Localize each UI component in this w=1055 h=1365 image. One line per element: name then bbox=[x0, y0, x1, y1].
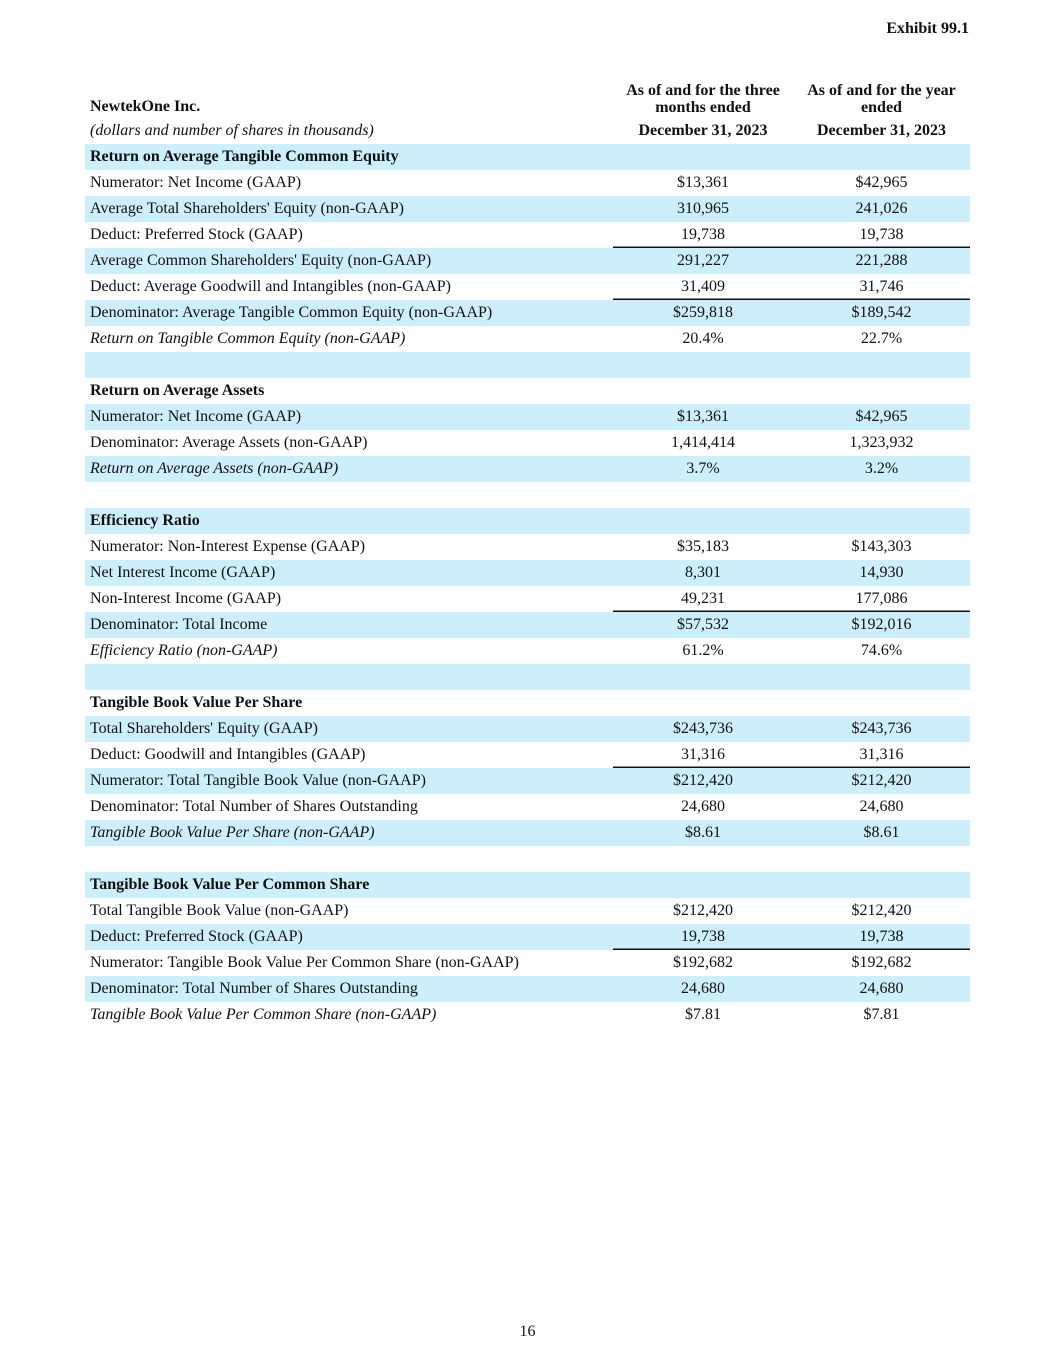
row-label: Numerator: Net Income (GAAP) bbox=[85, 404, 613, 430]
table-header-row bbox=[85, 78, 970, 118]
row-value-three-months: 3.7% bbox=[613, 456, 793, 482]
section-title: Return on Average Tangible Common Equity bbox=[85, 144, 613, 170]
row-value-three-months: 20.4% bbox=[682, 330, 724, 347]
table-row bbox=[85, 430, 970, 456]
row-value-three-months: $13,361 bbox=[613, 404, 793, 430]
table-row bbox=[85, 560, 970, 586]
spacer-row bbox=[85, 352, 970, 378]
row-value-year: 24,680 bbox=[859, 798, 904, 815]
row-value-three-months: 31,316 bbox=[613, 742, 793, 768]
row-label: Denominator: Total Number of Shares Outstanding bbox=[85, 976, 613, 1002]
row-value-year: $42,965 bbox=[855, 174, 908, 191]
row-value-three-months: 31,409 bbox=[613, 274, 793, 300]
col-three-months-date: December 31, 2023 bbox=[638, 122, 768, 139]
section-header-tbvpcs bbox=[85, 872, 970, 898]
row-label: Deduct: Goodwill and Intangibles (GAAP) bbox=[90, 746, 366, 763]
row-label: Tangible Book Value Per Share (non-GAAP) bbox=[85, 820, 613, 846]
row-value-three-months: 1,414,414 bbox=[671, 434, 735, 451]
section-header-efficiency bbox=[85, 508, 970, 534]
table-row bbox=[85, 196, 970, 222]
row-value-three-months: 61.2% bbox=[682, 642, 724, 659]
table-row bbox=[85, 612, 970, 638]
row-label: Total Shareholders' Equity (GAAP) bbox=[85, 716, 613, 742]
row-value-year: 24,680 bbox=[793, 976, 970, 1002]
non-gaap-reconciliation-table bbox=[85, 78, 970, 1028]
row-value-three-months: $212,420 bbox=[673, 902, 733, 919]
row-value-year: 3.2% bbox=[793, 456, 970, 482]
row-value-year: $189,542 bbox=[793, 300, 970, 326]
row-value-year: 19,738 bbox=[793, 222, 970, 248]
row-label: Net Interest Income (GAAP) bbox=[85, 560, 613, 586]
exhibit-label: Exhibit 99.1 bbox=[886, 20, 969, 37]
row-value-three-months: $35,183 bbox=[677, 538, 729, 555]
row-value-year: $143,303 bbox=[851, 538, 912, 555]
table-row bbox=[85, 716, 970, 742]
col-three-months-title: As of and for the three months ended bbox=[626, 82, 780, 116]
row-value-year: $42,965 bbox=[793, 404, 970, 430]
row-value-three-months: $57,532 bbox=[613, 612, 793, 638]
row-value-three-months: 310,965 bbox=[613, 196, 793, 222]
row-label: Denominator: Average Tangible Common Equity (non-GAAP) bbox=[85, 300, 613, 326]
table-row bbox=[85, 794, 970, 820]
table-row-ratio bbox=[85, 326, 970, 352]
row-value-year: $192,016 bbox=[793, 612, 970, 638]
row-value-year: $212,420 bbox=[793, 768, 970, 794]
table-row bbox=[85, 950, 970, 976]
table-row bbox=[85, 976, 970, 1002]
table-row bbox=[85, 534, 970, 560]
table-row-ratio bbox=[85, 456, 970, 482]
units-note: (dollars and number of shares in thousands) bbox=[90, 122, 374, 139]
row-value-year: 31,316 bbox=[793, 742, 970, 768]
row-value-year: 1,323,932 bbox=[849, 434, 914, 451]
row-value-year: 22.7% bbox=[860, 330, 903, 347]
table-row bbox=[85, 586, 970, 612]
row-value-three-months: 19,738 bbox=[613, 924, 793, 950]
row-value-year: 14,930 bbox=[793, 560, 970, 586]
row-value-year: $243,736 bbox=[793, 716, 970, 742]
col-year-date: December 31, 2023 bbox=[817, 122, 946, 139]
row-label: Average Common Shareholders' Equity (non-GAAP) bbox=[85, 248, 613, 274]
row-value-year: 31,746 bbox=[793, 274, 970, 300]
row-label: Denominator: Total Income bbox=[85, 612, 613, 638]
col-year-title: As of and for the year ended bbox=[807, 82, 956, 116]
table-row bbox=[85, 170, 970, 196]
row-label: Non-Interest Income (GAAP) bbox=[90, 590, 282, 607]
row-value-year: 241,026 bbox=[793, 196, 970, 222]
spacer-row bbox=[85, 664, 970, 690]
section-header-roaa bbox=[85, 378, 970, 404]
company-name: NewtekOne Inc. bbox=[90, 98, 201, 115]
row-value-three-months: 291,227 bbox=[613, 248, 793, 274]
table-row bbox=[85, 404, 970, 430]
row-value-year: $212,420 bbox=[851, 902, 912, 919]
section-header-tbvps bbox=[85, 690, 970, 716]
table-row bbox=[85, 222, 970, 248]
row-value-three-months: $8.61 bbox=[613, 820, 793, 846]
row-value-three-months: 24,680 bbox=[681, 798, 725, 815]
row-label: Numerator: Net Income (GAAP) bbox=[90, 174, 302, 191]
section-title: Tangible Book Value Per Share bbox=[90, 694, 303, 711]
section-title: Tangible Book Value Per Common Share bbox=[85, 872, 613, 898]
row-label: Numerator: Total Tangible Book Value (non-GAAP) bbox=[85, 768, 613, 794]
spacer-row bbox=[85, 846, 970, 872]
row-label: Return on Tangible Common Equity (non-GAAP) bbox=[90, 330, 406, 347]
page-number: 16 bbox=[519, 1323, 536, 1340]
row-value-three-months: $212,420 bbox=[613, 768, 793, 794]
section-title: Efficiency Ratio bbox=[85, 508, 613, 534]
row-label: Numerator: Non-Interest Expense (GAAP) bbox=[90, 538, 366, 555]
table-row bbox=[85, 248, 970, 274]
row-label: Return on Average Assets (non-GAAP) bbox=[85, 456, 613, 482]
table-units-row bbox=[85, 118, 970, 144]
section-title: Return on Average Assets bbox=[90, 382, 265, 399]
row-value-year: 221,288 bbox=[793, 248, 970, 274]
row-value-three-months: $13,361 bbox=[677, 174, 729, 191]
row-value-three-months: $7.81 bbox=[685, 1006, 721, 1023]
row-value-three-months: $259,818 bbox=[613, 300, 793, 326]
table-row bbox=[85, 742, 970, 768]
row-value-three-months: 19,738 bbox=[613, 222, 793, 248]
row-label: Numerator: Tangible Book Value Per Common Share (non-GAAP) bbox=[90, 954, 519, 971]
table-row-ratio bbox=[85, 820, 970, 846]
row-label: Denominator: Average Assets (non-GAAP) bbox=[90, 434, 368, 451]
row-value-three-months: $192,682 bbox=[673, 954, 733, 971]
row-value-three-months: 49,231 bbox=[613, 586, 793, 612]
row-value-year: $7.81 bbox=[863, 1006, 900, 1023]
spacer-row bbox=[85, 482, 970, 508]
table-row bbox=[85, 300, 970, 326]
table-row bbox=[85, 898, 970, 924]
row-value-year: 177,086 bbox=[793, 586, 970, 612]
row-label: Deduct: Average Goodwill and Intangibles (non-GAAP) bbox=[90, 278, 451, 295]
row-label: Deduct: Preferred Stock (GAAP) bbox=[85, 924, 613, 950]
table-row bbox=[85, 768, 970, 794]
row-label: Tangible Book Value Per Common Share (non-GAAP) bbox=[90, 1006, 437, 1023]
table-row-ratio bbox=[85, 638, 970, 664]
section-header-rotce bbox=[85, 144, 970, 170]
row-label: Efficiency Ratio (non-GAAP) bbox=[90, 642, 278, 659]
row-value-year: 19,738 bbox=[793, 924, 970, 950]
row-value-three-months: 24,680 bbox=[613, 976, 793, 1002]
table-row-ratio bbox=[85, 1002, 970, 1028]
row-value-year: $192,682 bbox=[851, 954, 912, 971]
row-value-year: $8.61 bbox=[793, 820, 970, 846]
row-label: Deduct: Preferred Stock (GAAP) bbox=[90, 226, 303, 243]
row-label: Denominator: Total Number of Shares Outstanding bbox=[90, 798, 418, 815]
row-value-three-months: $243,736 bbox=[613, 716, 793, 742]
table-row bbox=[85, 274, 970, 300]
row-value-year: 74.6% bbox=[860, 642, 903, 659]
row-label: Average Total Shareholders' Equity (non-GAAP) bbox=[85, 196, 613, 222]
table-row bbox=[85, 924, 970, 950]
row-label: Total Tangible Book Value (non-GAAP) bbox=[90, 902, 349, 919]
row-value-three-months: 8,301 bbox=[613, 560, 793, 586]
